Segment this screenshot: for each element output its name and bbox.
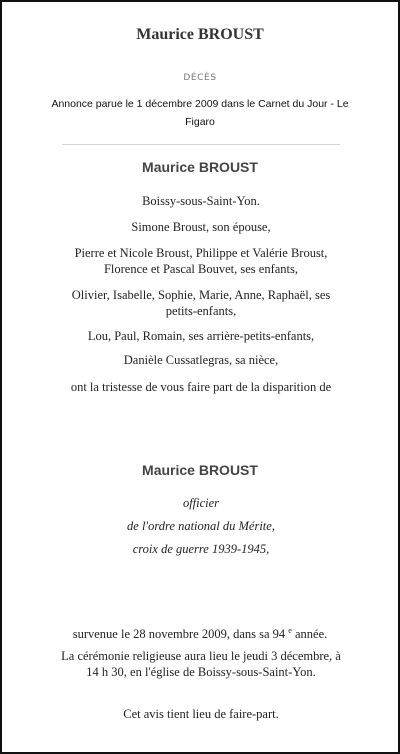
honor-title-2: de l'ordre national du Mérite, (127, 519, 275, 533)
notice-niece: Danièle Cussatlegras, sa nièce, (123, 353, 279, 367)
announcement-source: Annonce parue le 1 décembre 2009 dans le Carnet du Jour - Le Figaro (51, 98, 349, 128)
death-date-text: survenue le 28 novembre 2009, dans sa 94 (72, 627, 286, 642)
deceased-name: Maurice BROUST (142, 462, 258, 478)
honor-title-1: officier (182, 496, 220, 510)
closing-note: Cet avis tient lieu de faire-part. (123, 707, 279, 721)
notice-great-grandchildren: Lou, Paul, Romain, ses arrière-petits-enfants, (87, 329, 315, 343)
notice-place: Boissy-sous-Saint-Yon. (142, 194, 260, 208)
death-date-line (42, 623, 358, 642)
page-title: Maurice BROUST (136, 26, 264, 43)
notice-announcement-line: ont la tristesse de vous faire part de la disparition de (70, 380, 332, 394)
death-date-suffix: année. (291, 627, 328, 642)
section-label: DÉCÈS (183, 73, 217, 83)
divider (62, 144, 340, 145)
notice-grandchildren: Olivier, Isabelle, Sophie, Marie, Anne, Raphaël, ses petits-enfants, (71, 288, 331, 318)
ceremony-info: La cérémonie religieuse aura lieu le jeudi 3 décembre, à 14 h 30, en l'église de Boissy-sous-Saint-Yon. (61, 649, 341, 679)
notice-name-heading: Maurice BROUST (142, 159, 258, 175)
honor-title-3: croix de guerre 1939-1945, (132, 542, 270, 556)
notice-children: Pierre et Nicole Broust, Philippe et Valérie Broust, Florence et Pascal Bouvet, ses enfants, (74, 246, 328, 276)
death-ordinal-suffix: e (288, 626, 292, 635)
notice-spouse: Simone Broust, son épouse, (131, 220, 271, 234)
